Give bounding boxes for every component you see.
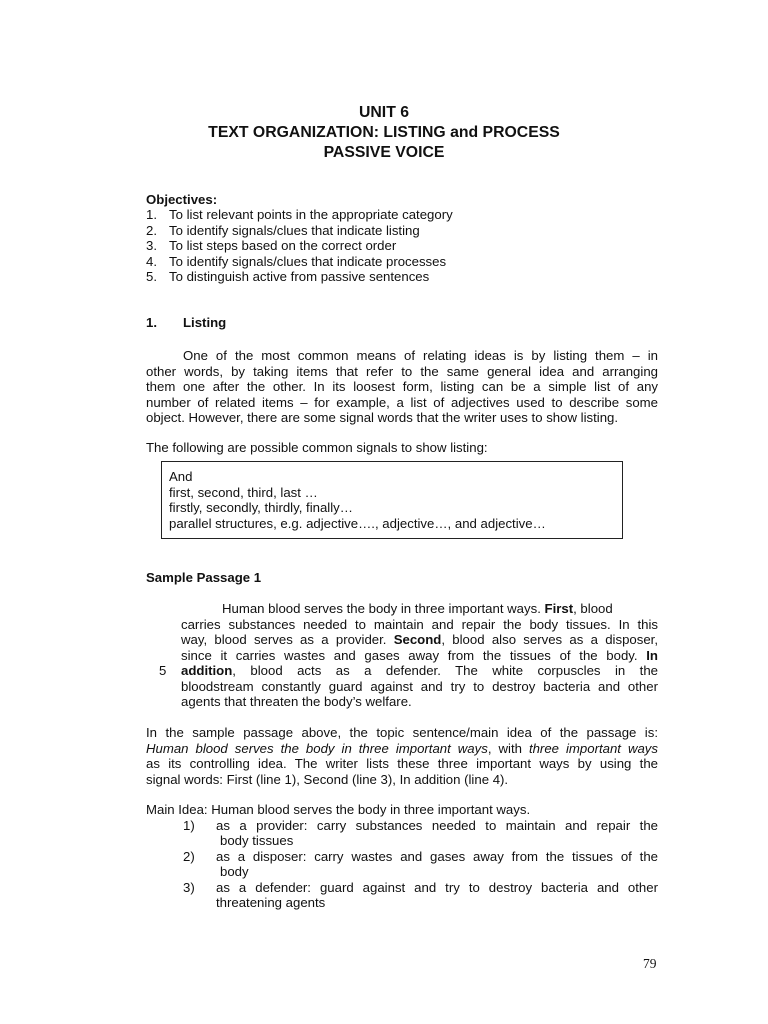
passage-line: bloodstream constantly guard against and try to destroy bacteria and other bbox=[181, 678, 658, 694]
analysis-line: Human blood serves the body in three important ways, with three important ways bbox=[146, 740, 658, 756]
passage-line: agents that threaten the body’s welfare. bbox=[181, 694, 412, 709]
objective-number: 5. bbox=[146, 269, 157, 284]
signal-item: And bbox=[169, 469, 193, 484]
main-idea-number: 2) bbox=[183, 848, 195, 864]
sample-heading: Sample Passage 1 bbox=[146, 570, 262, 585]
main-idea-text: as a provider: carry substances needed to maintain and repair the bbox=[216, 817, 658, 833]
paragraph-line: object. However, there are some signal words that the writer uses to show listing. bbox=[146, 410, 619, 425]
main-idea-text: body bbox=[220, 864, 249, 879]
objectives-heading: Objectives: bbox=[146, 192, 218, 207]
main-idea-number: 1) bbox=[183, 817, 195, 833]
main-idea-text: threatening agents bbox=[216, 895, 326, 910]
objective-text: To identify signals/clues that indicate listing bbox=[169, 222, 420, 238]
objective-number: 3. bbox=[146, 238, 157, 253]
paragraph-line: number of related items – for example, a list of adjectives used to describe some bbox=[146, 394, 658, 410]
objective-text: To identify signals/clues that indicate processes bbox=[169, 253, 447, 269]
signals-intro: The following are possible common signals to show listing: bbox=[146, 440, 488, 455]
passage-line: way, blood serves as a provider. Second, blood also serves as a disposer, bbox=[181, 632, 658, 647]
main-idea-text: body tissues bbox=[220, 833, 294, 848]
objective-number: 1. bbox=[146, 207, 157, 222]
main-idea-text: as a disposer: carry wastes and gases away from the tissues of the bbox=[216, 848, 658, 864]
signal-item: parallel structures, e.g. adjective…., adjective…, and adjective… bbox=[169, 515, 546, 531]
main-idea-heading: Main Idea: Human blood serves the body in three important ways. bbox=[146, 802, 531, 817]
paragraph-line: other words, by taking items that refer to the same general idea and arranging bbox=[146, 363, 658, 379]
passage-line: since it carries wastes and gases away from the tissues of the body. In bbox=[181, 647, 658, 663]
main-idea-number: 3) bbox=[183, 879, 195, 895]
objective-text: To list steps based on the correct order bbox=[169, 238, 397, 253]
objective-number: 2. bbox=[146, 222, 157, 238]
paragraph-line: One of the most common means of relating ideas is by listing them – in bbox=[183, 348, 658, 363]
objective-text: To list relevant points in the appropriate category bbox=[169, 207, 453, 222]
analysis-line: signal words: First (line 1), Second (line 3), In addition (line 4). bbox=[146, 771, 509, 787]
objective-number: 4. bbox=[146, 253, 157, 269]
section-title: Listing bbox=[183, 315, 227, 330]
passage-line: carries substances needed to maintain and repair the body tissues. In this bbox=[181, 616, 658, 632]
passage-line: addition, blood acts as a defender. The white corpuscles in the bbox=[181, 663, 658, 678]
signal-item: first, second, third, last … bbox=[169, 484, 318, 500]
analysis-line: as its controlling idea. The writer lists these three important ways by using the bbox=[146, 756, 658, 771]
signal-item: firstly, secondly, thirdly, finally… bbox=[169, 500, 353, 515]
paragraph-line: them one after the other. In its loosest form, listing can be a simple list of any bbox=[146, 379, 658, 394]
page-title: TEXT ORGANIZATION: LISTING and PROCESS bbox=[208, 124, 560, 141]
section-number: 1. bbox=[146, 315, 157, 330]
page-number: 79 bbox=[643, 956, 657, 971]
analysis-line: In the sample passage above, the topic sentence/main idea of the passage is: bbox=[146, 725, 658, 740]
objective-text: To distinguish active from passive sentences bbox=[169, 269, 430, 284]
unit-label: UNIT 6 bbox=[358, 104, 410, 121]
main-idea-text: as a defender: guard against and try to destroy bacteria and other bbox=[216, 879, 658, 895]
page-subtitle: PASSIVE VOICE bbox=[323, 144, 445, 161]
line-number: 5 bbox=[159, 663, 167, 678]
passage-line: Human blood serves the body in three important ways. First, blood bbox=[222, 601, 613, 616]
